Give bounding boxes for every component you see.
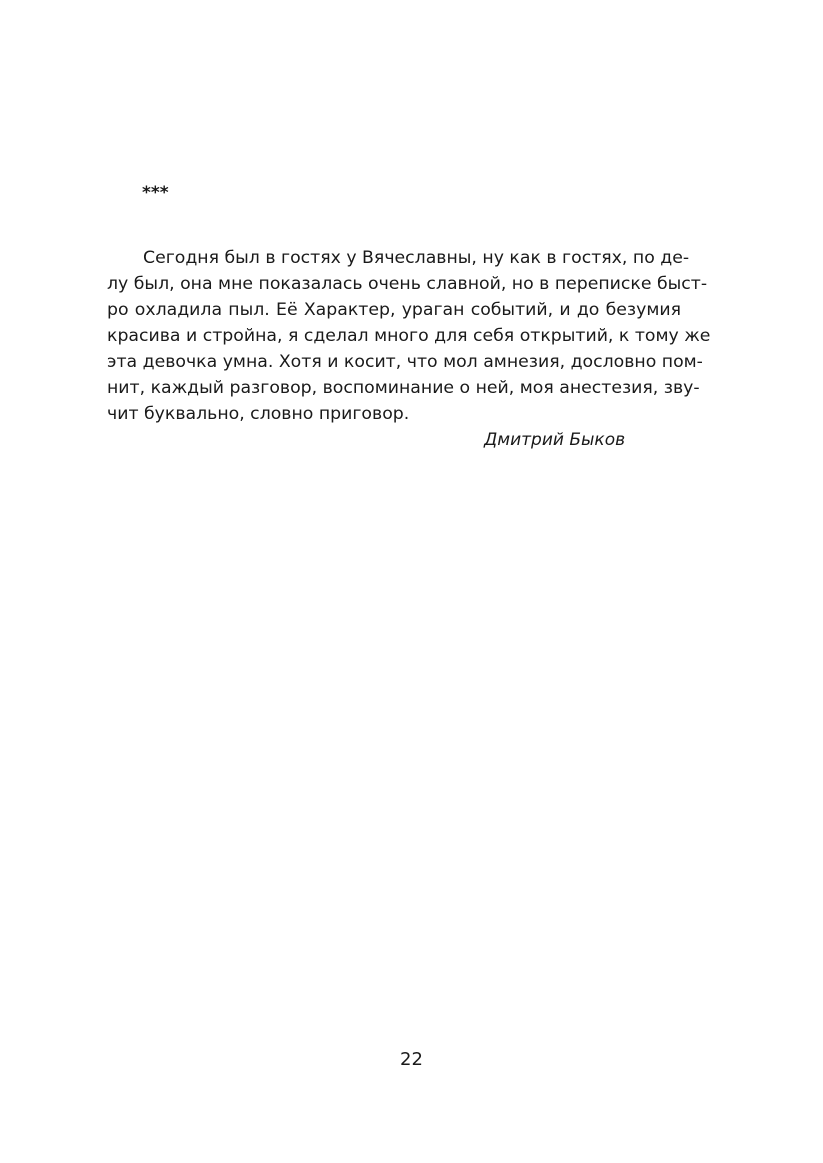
- poem-text: [107, 245, 711, 427]
- section-separator: ***: [142, 183, 169, 203]
- poem-line: Сегодня был в гостях у Вячеславны, ну как в гостях, по де-: [143, 248, 690, 268]
- poem-line: чит буквально, словно приговор.: [107, 404, 410, 424]
- poem-line: красива и стройна, я сделал много для себя открытий, к тому же: [107, 326, 711, 346]
- poem-line: лу был, она мне показалась очень славной, но в переписке быст-: [107, 274, 708, 294]
- poem-line: ро охладила пыл. Её Характер, ураган событий, и до безумия: [107, 300, 681, 320]
- author-signature: Дмитрий Быков: [484, 430, 626, 450]
- page-number: 22: [400, 1049, 423, 1070]
- poem-line: эта девочка умна. Хотя и косит, что мол амнезия, дословно пом-: [107, 352, 703, 372]
- poem-line: нит, каждый разговор, воспоминание о ней, моя анестезия, зву-: [107, 378, 700, 398]
